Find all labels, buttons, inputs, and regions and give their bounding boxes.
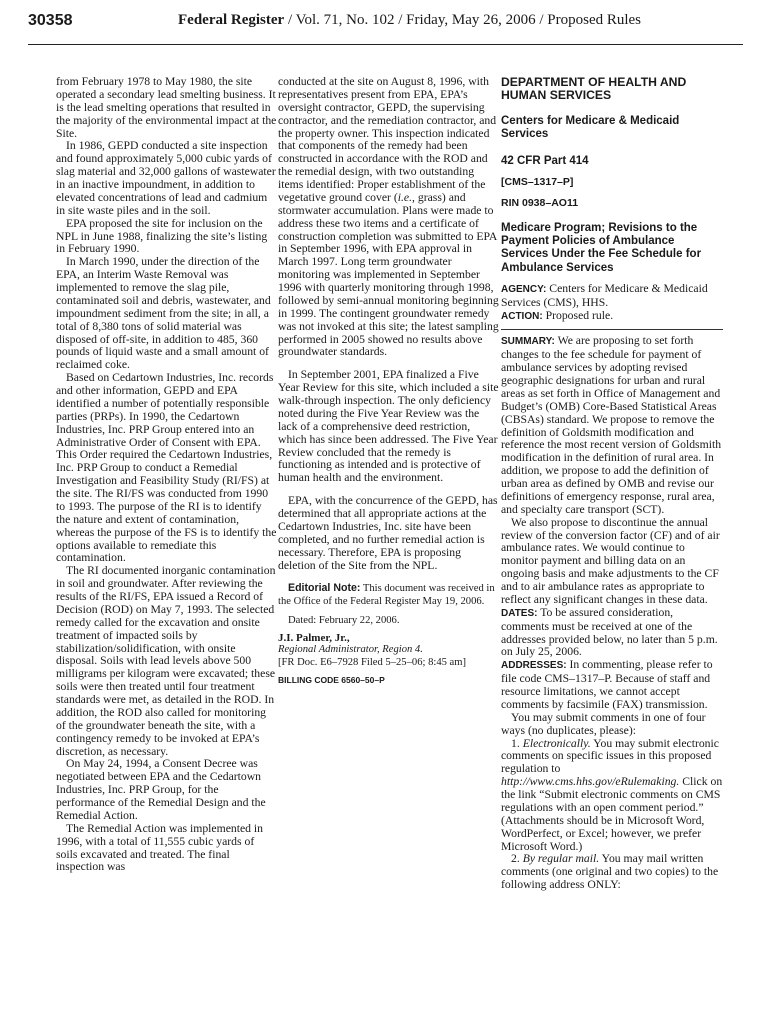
editorial-note-label: Editorial Note: — [288, 582, 361, 595]
agency-heading: Centers for Medicare & Medicaid Services — [501, 114, 680, 141]
item-label: By regular mail. — [522, 852, 600, 866]
action-label: ACTION: — [501, 310, 543, 322]
submission-item-1 — [501, 738, 723, 854]
paragraph: The Remedial Action was implemented in 1996, with a total of 11,555 cubic yards of soils excavated and treated. The final inspection was — [56, 821, 264, 874]
addresses-text: In commenting, please refer to file code CMS–1317–P. Because of staff and resource limitations, we cannot accept comments by facsimile (FAX) transmission. — [501, 658, 713, 711]
signer-title-text: Regional Administrator, Region 4. — [278, 644, 423, 656]
addresses-label: ADDRESSES: — [501, 660, 567, 672]
section-divider — [501, 329, 723, 330]
editorial-note-text: This document was received in the Office of the Federal Register May 19, 2006. — [278, 583, 495, 608]
issue-citation: / Vol. 71, No. 102 / Friday, May 26, 2006 / Proposed Rules — [284, 12, 642, 28]
item-text: Click on the link “Submit electronic comments on CMS regulations with an open comment period.” (Attachments should be in Microsoft Word, WordPerfect, or Excel; however, we prefer Microsoft Word.) — [501, 775, 723, 853]
action-text: Proposed rule. — [542, 308, 614, 322]
paragraph: On May 24, 1994, a Consent Decree was negotiated between EPA and the Cedartown Industries, Inc. PRP Group, for the performance of the Remedial Design and the Remedial Action. — [56, 757, 266, 822]
text-run: conducted at the site on August 8, 1996, with representatives present from EPA, EPA’s oversight contractor, GEPD, the supervising contractor, and the remediation contractor, and the property owner. This inspection indicated that components of the remedy had been constructed in accordance with the ROD and the remedial design, with two outstanding items identified: Proper establishment of the vegetative ground cover ( — [278, 75, 497, 204]
submission-ways: You may submit comments in one of four ways (no duplicates, please): — [501, 710, 706, 737]
paragraph: In 1986, GEPD conducted a site inspection and found approximately 5,000 cubic yards of slag material and 32,000 gallons of wastewater in an inactive impoundment, in addition to elevated concentrations of lead and cadmium in site waste piles and in the soil. — [56, 139, 276, 217]
paragraph: from February 1978 to May 1980, the site operated a secondary lead smelting business. It is the lead smelting operations that resulted in the majority of the environmental impact at the Site. — [56, 75, 277, 140]
summary-text: We are proposing to set forth changes to the fee schedule for payment of ambulance services by adopting revised geographic designations for urban and rural areas as set forth in Office of Management and Budget’s (OMB) Core-Based Statistical Areas (CBSAs) standard. We propose to remove the definition of Goldsmith modification and reference the most recent version of Goldsmith modification in the definition of rural area. In addition, we propose to add the definition of urban area as defined by OMB and revise our definitions of emergency response, rural area, and specialty care transport (SCT). — [501, 334, 722, 516]
paragraph: Based on Cedartown Industries, Inc. records and other information, GEPD and EPA identified a number of potentially responsible parties (PRPs). In 1990, the Cedartown Industries, Inc. PRP Group entered into an Administrative Order of Consent with EPA. This Order required the Cedartown Industries, Inc. PRP Group to conduct a Remedial Investigation and Feasibility Study (RI/FS) at the site. The RI/FS was conducted from 1990 to 1993. The purpose of the RI is to identify the nature and extent of contamination, whereas the purpose of the FS is to identify the options available to remediate this contamination. — [56, 371, 277, 565]
running-head — [178, 12, 641, 29]
column-1 — [56, 76, 278, 874]
paragraph: In March 1990, under the direction of the EPA, an Interim Waste Removal was implemented to remove the slag pile, contaminated soil and debris, wastewater, and impoundment sediment from the site; in all, a total of 8,380 tons of solid material was disposed of off-site, in addition to 485, 360 pounds of liquid waste and a small amount of reclaimed coke. — [56, 255, 271, 372]
signer-name: J.I. Palmer, Jr., — [278, 631, 350, 644]
paragraph: In September 2001, EPA finalized a Five Year Review for this site, which included a site walk-through inspection. The only deficiency noted during the Five Year Review was the lack of a comprehensive deed restriction, which has since been addressed. The Five Year Review concluded that the remedy is functioning as intended and is protective of human health and the environment. — [278, 368, 499, 485]
cfr-part: 42 CFR Part 414 — [501, 155, 589, 168]
dated-line: Dated: February 22, 2006. — [288, 614, 400, 626]
column-3 — [501, 76, 723, 892]
fr-doc-line: [FR Doc. E6–7928 Filed 5–25–06; 8:45 am] — [278, 657, 467, 669]
item-number: 2. — [511, 852, 523, 866]
item-text: You may submit electronic comments on specific issues in this proposed regulation to — [501, 736, 719, 776]
italic-run: i.e. — [397, 190, 413, 204]
journal-name: Federal Register — [178, 12, 285, 28]
paragraph — [278, 76, 500, 359]
paragraph: EPA, with the concurrence of the GEPD, has determined that all appropriate actions at the Cedartown Industries, Inc. site have been completed, and no further remedial action is necessary. Therefore, EPA is proposing deletion of the Site from the NPL. — [278, 494, 498, 572]
department-heading: DEPARTMENT OF HEALTH AND HUMAN SERVICES — [501, 75, 687, 103]
addresses-paragraph — [501, 659, 723, 712]
dates-text: To be assured consideration, comments must be received at one of the addresses provided below, no later than 5 p.m. on July 25, 2006. — [501, 605, 718, 659]
paragraph: The RI documented inorganic contamination in soil and groundwater. After reviewing the results of the RI/FS, EPA issued a Record of Decision (ROD) on May 7, 1993. The selected remedy called for the excavation and onsite treatment of impacted soils by stabilization/solidification, with onsite disposal. Soils with lead levels above 500 milligrams per kilogram were excavated; these soils were then treated until four treatment standards were met, as detailed in the ROD. In addition, the ROD also called for monitoring of the groundwater beneath the site, with a contingency remedy to be invoked at EPA’s discretion, as necessary. — [56, 564, 276, 758]
summary-paragraph — [501, 335, 723, 516]
page-header — [28, 10, 743, 45]
editorial-note — [278, 582, 500, 608]
docket-number: [CMS–1317–P] — [501, 176, 574, 189]
summary-paragraph-2: We also propose to discontinue the annual review of the conversion factor (CF) and of air ambulance rates. We would continue to monitor payment and billing data on an ongoing basis and make adjustments to the CF and to air ambulance rates as appropriate to reflect any significant changes in these data. — [501, 515, 720, 606]
erulemaking-link[interactable]: http://www.cms.hhs.gov/eRulemaking. — [501, 775, 680, 789]
billing-code: BILLING CODE 6560–50–P — [278, 674, 385, 685]
submission-item-2 — [501, 853, 723, 892]
item-label: Electronically. — [522, 736, 591, 750]
column-2 — [278, 76, 500, 687]
page-number: 30358 — [28, 12, 73, 29]
agency-label: AGENCY: — [501, 283, 547, 295]
rin-number: RIN 0938–AO11 — [501, 197, 579, 210]
item-number: 1. — [511, 736, 523, 750]
paragraph: EPA proposed the site for inclusion on the NPL in June 1988, finalizing the site’s listing in February 1990. — [56, 216, 268, 256]
dates-paragraph — [501, 607, 723, 660]
text-run: , grass) and stormwater accumulation. Plans were made to address these two items and a certificate of construction completion was submitted to EPA in September 1996, with EPA approval in March 1997. Long term groundwater monitoring was implemented in September 1996 with quarterly monitoring through 1998, followed by semi-annual monitoring beginning in 1999. The contingent groundwater remedy was not invoked at this site; the latest sampling performed in 2005 showed no results above groundwater standards. — [278, 190, 499, 359]
agency-text: Centers for Medicare & Medicaid Services (CMS), HHS. — [501, 281, 708, 309]
summary-label: SUMMARY: — [501, 336, 555, 348]
action-line — [501, 310, 723, 324]
item-text: You may mail written comments (one original and two copies) to the following address ONLY: — [501, 852, 719, 892]
agency-line — [501, 283, 723, 310]
rule-title: Medicare Program; Revisions to the Payment Policies of Ambulance Services Under the Fee Schedule for Ambulance Services — [501, 221, 702, 274]
dates-label: DATES: — [501, 607, 538, 619]
signer-title — [278, 644, 500, 657]
